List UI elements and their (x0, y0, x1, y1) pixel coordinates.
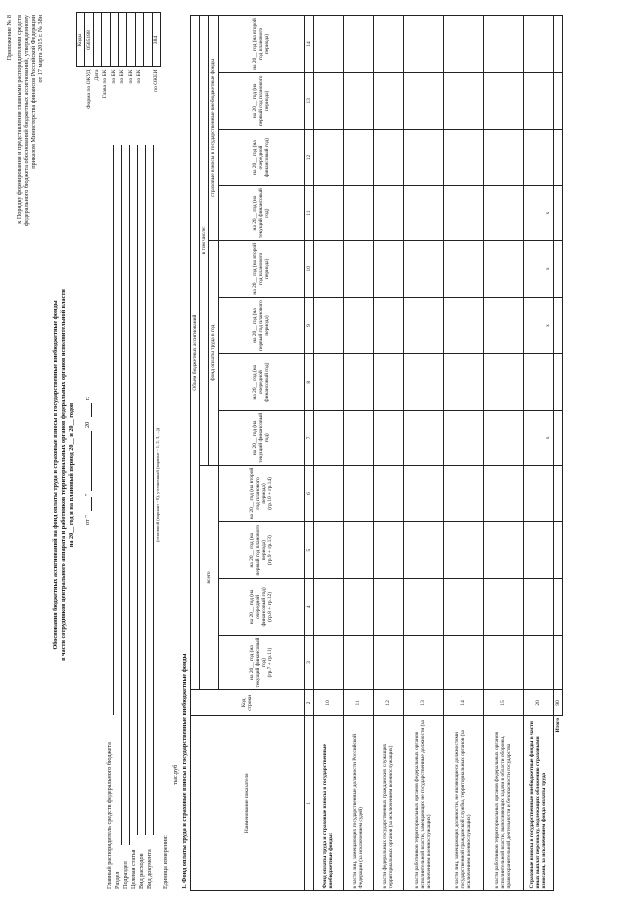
value-cell[interactable] (313, 465, 343, 522)
value-cell[interactable] (483, 465, 523, 522)
row-code: 20 (523, 690, 553, 716)
col5-header: на 20__ год (на первый год планового периода) (гр.9 + гр.13) (218, 522, 304, 579)
value-cell[interactable] (553, 522, 562, 579)
value-cell[interactable] (483, 186, 523, 241)
value-cell[interactable] (373, 635, 403, 690)
date-day-blank (91, 497, 92, 511)
value-cell[interactable] (403, 411, 443, 466)
value-cell[interactable] (443, 465, 483, 522)
date-prefix: от " (84, 515, 91, 525)
col10-header: на 20__ год (на второй год планового периода) (218, 240, 304, 297)
header-row-1 (191, 16, 200, 891)
value-cell[interactable] (443, 354, 483, 411)
table-row (523, 16, 553, 891)
value-cell[interactable] (313, 579, 343, 636)
header-fot: фонд оплаты труда в год (209, 240, 218, 465)
value-cell[interactable] (443, 522, 483, 579)
row-name: Фонд оплаты труда и страховые взносы в государственные внебюджетные фонды: (313, 716, 343, 891)
doc-title-line-1: Обоснования бюджетных ассигнований на фонд оплаты труда и страховые взносы в государственные внебюджетные фонды (52, 300, 59, 650)
col6-header: на 20__ год (на второй год планового периода) (гр.10 + гр.14) (218, 465, 304, 522)
column-number: 5 (304, 522, 313, 579)
row-name: Страховые взносы в государственные внебюджетные фонды в части иных выплат персоналу, подлежащих обложению страховыми взносами, за исключением фонда оплаты труда (523, 716, 553, 891)
row-code: 14 (443, 690, 483, 716)
value-cell[interactable] (553, 411, 562, 466)
value-cell[interactable] (553, 635, 562, 690)
value-cell[interactable] (553, 129, 562, 186)
unit-label: Единица измерения: (162, 835, 169, 889)
col12-header: на 20__ год (на очередной финансовый год) (218, 129, 304, 186)
value-cell[interactable] (403, 354, 443, 411)
vd-label: Вид документа (146, 849, 153, 889)
value-cell[interactable] (373, 16, 403, 73)
table-row (443, 16, 483, 891)
table-row (313, 16, 343, 891)
header-volume: Объем бюджетных ассигнований (191, 16, 200, 690)
appendix-line-3: приказом Министерства финансов Российской Федерации (30, 15, 37, 169)
date-code-value (93, 13, 101, 67)
gr-label: Главный распорядитель средств федерального бюджета (106, 742, 113, 889)
value-cell[interactable] (343, 186, 373, 241)
value-cell[interactable] (313, 411, 343, 466)
value-cell[interactable] (403, 240, 443, 297)
value-cell[interactable] (313, 354, 343, 411)
header-incl: в том числе: (200, 16, 209, 466)
value-cell[interactable]: x (523, 186, 553, 241)
form-okud-value: 0505188 (85, 13, 93, 67)
unit-value: тыс.руб (172, 764, 179, 785)
razdel-line (121, 145, 122, 845)
value-cell[interactable] (553, 72, 562, 129)
vd-note: (основной (вариант - 0), уточненный (вариант - 1, 2, 3, ...)) (155, 427, 160, 543)
value-cell[interactable] (403, 465, 443, 522)
podrazdel-bk-value (118, 13, 126, 67)
value-cell[interactable] (373, 297, 403, 354)
value-cell[interactable] (523, 16, 553, 73)
col3-header: на 20__ год (на текущий финансовый год) (гр.7 + гр.11) (218, 635, 304, 690)
value-cell[interactable] (373, 129, 403, 186)
value-cell[interactable] (483, 16, 523, 73)
vr-bk-label: по БК (135, 69, 142, 84)
appendix-number: Приложение № 8 (6, 15, 13, 61)
column-number: 7 (304, 411, 313, 466)
date-month-blank (91, 431, 92, 491)
value-cell[interactable] (373, 522, 403, 579)
value-cell[interactable] (553, 465, 562, 522)
value-cell[interactable] (403, 129, 443, 186)
col4-header: на 20__ год (на очередной финансовый год) (гр.8 + гр.12) (218, 579, 304, 636)
form-okud-label: Форма по ОКУД (85, 69, 92, 109)
column-number: 8 (304, 354, 313, 411)
table-row (403, 16, 443, 891)
row-code: 11 (343, 690, 373, 716)
value-cell[interactable] (403, 635, 443, 690)
value-cell[interactable]: x (523, 297, 553, 354)
section-title: 1. Фонд оплаты труда и страховые взносы в государственные внебюджетные фонды (181, 653, 188, 889)
value-cell[interactable] (443, 72, 483, 129)
row-code: 12 (373, 690, 403, 716)
value-cell[interactable] (373, 465, 403, 522)
value-cell[interactable] (483, 354, 523, 411)
value-cell[interactable] (373, 72, 403, 129)
date-quote: " (84, 493, 91, 496)
doc-title-line-3: на 20__ год и на плановый период 20__ и 20__ годов (68, 402, 75, 548)
value-cell[interactable] (443, 297, 483, 354)
value-cell[interactable] (403, 522, 443, 579)
value-cell[interactable] (443, 186, 483, 241)
column-number: 14 (304, 16, 313, 73)
value-cell[interactable] (523, 129, 553, 186)
podrazdel-line (129, 145, 130, 845)
razdel-bk-value (110, 13, 118, 67)
cs-label: Целевая статья (130, 849, 137, 889)
column-number: 11 (304, 186, 313, 241)
value-cell[interactable] (343, 579, 373, 636)
value-cell[interactable] (483, 522, 523, 579)
value-cell[interactable] (343, 354, 373, 411)
table-row (483, 16, 523, 891)
doc-title-line-2: в части сотрудников центрального аппарата и работников территориальных органов федеральных органов исполнительной власти (60, 289, 67, 661)
value-cell[interactable] (373, 240, 403, 297)
codes-header: Коды (77, 13, 85, 67)
value-cell[interactable] (523, 522, 553, 579)
vr-line (145, 145, 146, 835)
header-name: Наименование показателя (191, 716, 305, 891)
appendix-line-1: к Порядку формирования и представления главными распорядителями средств (16, 15, 23, 224)
column-number: 12 (304, 129, 313, 186)
value-cell[interactable] (553, 16, 562, 73)
column-number: 4 (304, 579, 313, 636)
value-cell[interactable] (313, 240, 343, 297)
gr-line (113, 145, 114, 715)
column-number: 9 (304, 297, 313, 354)
date-year: 20 (84, 421, 91, 428)
column-number: 6 (304, 465, 313, 522)
row-name: в части лиц, замещающих государственные должности Российской Федерации (за исключением судей) (343, 716, 373, 891)
row-name: в части федеральных государственных гражданских служащих территориальных органов (за исключением военнослужащих) (373, 716, 403, 891)
row-code: 10 (313, 690, 343, 716)
value-cell[interactable] (523, 465, 553, 522)
column-number: 1 (304, 716, 313, 891)
value-cell[interactable] (373, 354, 403, 411)
table-body (313, 16, 562, 891)
okei-label: по ОКЕИ (152, 69, 159, 92)
date-g: г. (84, 396, 91, 400)
col9-header: на 20__ год (на первый год планового периода) (218, 297, 304, 354)
podrazdel-bk-label: по БК (119, 69, 126, 84)
value-cell[interactable] (373, 579, 403, 636)
value-cell[interactable] (373, 186, 403, 241)
col13-header: на 20__ год (на первый год планового периода) (218, 72, 304, 129)
value-cell[interactable] (343, 16, 373, 73)
cs-line (137, 145, 138, 835)
value-cell[interactable] (373, 411, 403, 466)
row-total-label: Итого (554, 717, 561, 733)
value-cell[interactable] (343, 72, 373, 129)
row-code: 15 (483, 690, 523, 716)
cs-bk-label: по БК (127, 69, 134, 84)
value-cell[interactable] (483, 635, 523, 690)
table-row (343, 16, 373, 891)
value-cell[interactable] (553, 354, 562, 411)
value-cell[interactable] (443, 411, 483, 466)
value-cell[interactable] (553, 186, 562, 241)
value-cell[interactable] (343, 522, 373, 579)
value-cell[interactable] (403, 72, 443, 129)
table-row (373, 16, 403, 891)
column-number: 2 (304, 690, 313, 716)
razdel-label: Раздел (114, 871, 121, 889)
vr-label: Вид расходов (138, 853, 145, 889)
row-code: 13 (403, 690, 443, 716)
value-cell[interactable] (313, 129, 343, 186)
value-cell[interactable]: x (523, 411, 553, 466)
header-strah: страховые взносы в государственные внебюджетные фонды (209, 16, 218, 241)
value-cell[interactable] (553, 297, 562, 354)
col14-header: на 20__ год (на второй год планового периода) (218, 16, 304, 73)
column-number: 10 (304, 240, 313, 297)
value-cell[interactable] (313, 16, 343, 73)
value-cell[interactable] (343, 240, 373, 297)
razdel-bk-label: по БК (110, 69, 117, 84)
value-cell[interactable] (483, 411, 523, 466)
chapter-bk-label: Глава по БК (102, 69, 109, 99)
col7-header: на 20__ год (на текущий финансовый год) (218, 411, 304, 466)
blank-code-value (144, 13, 152, 67)
value-cell[interactable] (483, 72, 523, 129)
value-cell[interactable] (343, 635, 373, 690)
value-cell[interactable] (523, 579, 553, 636)
value-cell[interactable] (403, 186, 443, 241)
value-cell[interactable] (343, 411, 373, 466)
value-cell[interactable] (313, 186, 343, 241)
column-number: 3 (304, 635, 313, 690)
value-cell[interactable] (313, 297, 343, 354)
codes-block (76, 15, 161, 125)
value-cell[interactable] (443, 16, 483, 73)
value-cell[interactable]: x (523, 240, 553, 297)
appendix-line-4: от 17 марта 2015 г. № 38н (37, 15, 44, 83)
value-cell[interactable] (443, 129, 483, 186)
column-numbers-row (304, 16, 313, 891)
row-name: в части работников территориальных органов федеральных органов исполнительной власти, выполняющих задачи в области обороны, правоохранительной деятельности и безопасности государства (483, 716, 523, 891)
row-name: в части лиц, замещающих должности, не являющиеся должностями государственной гражданской службы, территориальных органов (за исключением военнослужащих) (443, 716, 483, 891)
header-total: всего (200, 465, 218, 690)
value-cell[interactable] (313, 635, 343, 690)
header-code: Код строки (191, 690, 305, 716)
cs-bk-value (127, 13, 135, 67)
allocation-table (190, 15, 563, 891)
row-name: в части работников территориальных органов федеральных органов исполнительной власти, замещающих не государственные должности (за исключением военнослужащих) (403, 716, 443, 891)
col11-header: на 20__ год (на текущий финансовый год) (218, 186, 304, 241)
appendix-line-2: федерального бюджета обоснований бюджетных ассигнований, утвержденному (23, 15, 30, 226)
vr-bk-value (135, 13, 143, 67)
value-cell[interactable] (483, 297, 523, 354)
value-cell[interactable] (483, 129, 523, 186)
table-row (553, 16, 562, 891)
date-code-label: Дата (93, 69, 100, 81)
value-cell[interactable] (343, 465, 373, 522)
chapter-bk-value (102, 13, 110, 67)
value-cell[interactable] (523, 72, 553, 129)
value-cell[interactable] (443, 240, 483, 297)
row-code: 90 (553, 690, 562, 716)
date-year-blank (91, 403, 92, 417)
blank-code-label (144, 67, 152, 125)
value-cell[interactable] (343, 297, 373, 354)
value-cell[interactable] (443, 635, 483, 690)
value-cell[interactable] (523, 354, 553, 411)
okei-value: 384 (152, 13, 160, 67)
value-cell[interactable] (343, 129, 373, 186)
value-cell[interactable] (443, 579, 483, 636)
value-cell[interactable] (313, 72, 343, 129)
value-cell[interactable] (403, 16, 443, 73)
value-cell[interactable] (553, 240, 562, 297)
col8-header: на 20__ год (на очередной финансовый год) (218, 354, 304, 411)
column-number: 13 (304, 72, 313, 129)
value-cell[interactable] (523, 635, 553, 690)
value-cell[interactable] (553, 579, 562, 636)
value-cell[interactable] (403, 297, 443, 354)
value-cell[interactable] (313, 522, 343, 579)
value-cell[interactable] (403, 579, 443, 636)
value-cell[interactable] (483, 240, 523, 297)
podrazdel-label: Подраздел (122, 861, 129, 889)
value-cell[interactable] (483, 579, 523, 636)
